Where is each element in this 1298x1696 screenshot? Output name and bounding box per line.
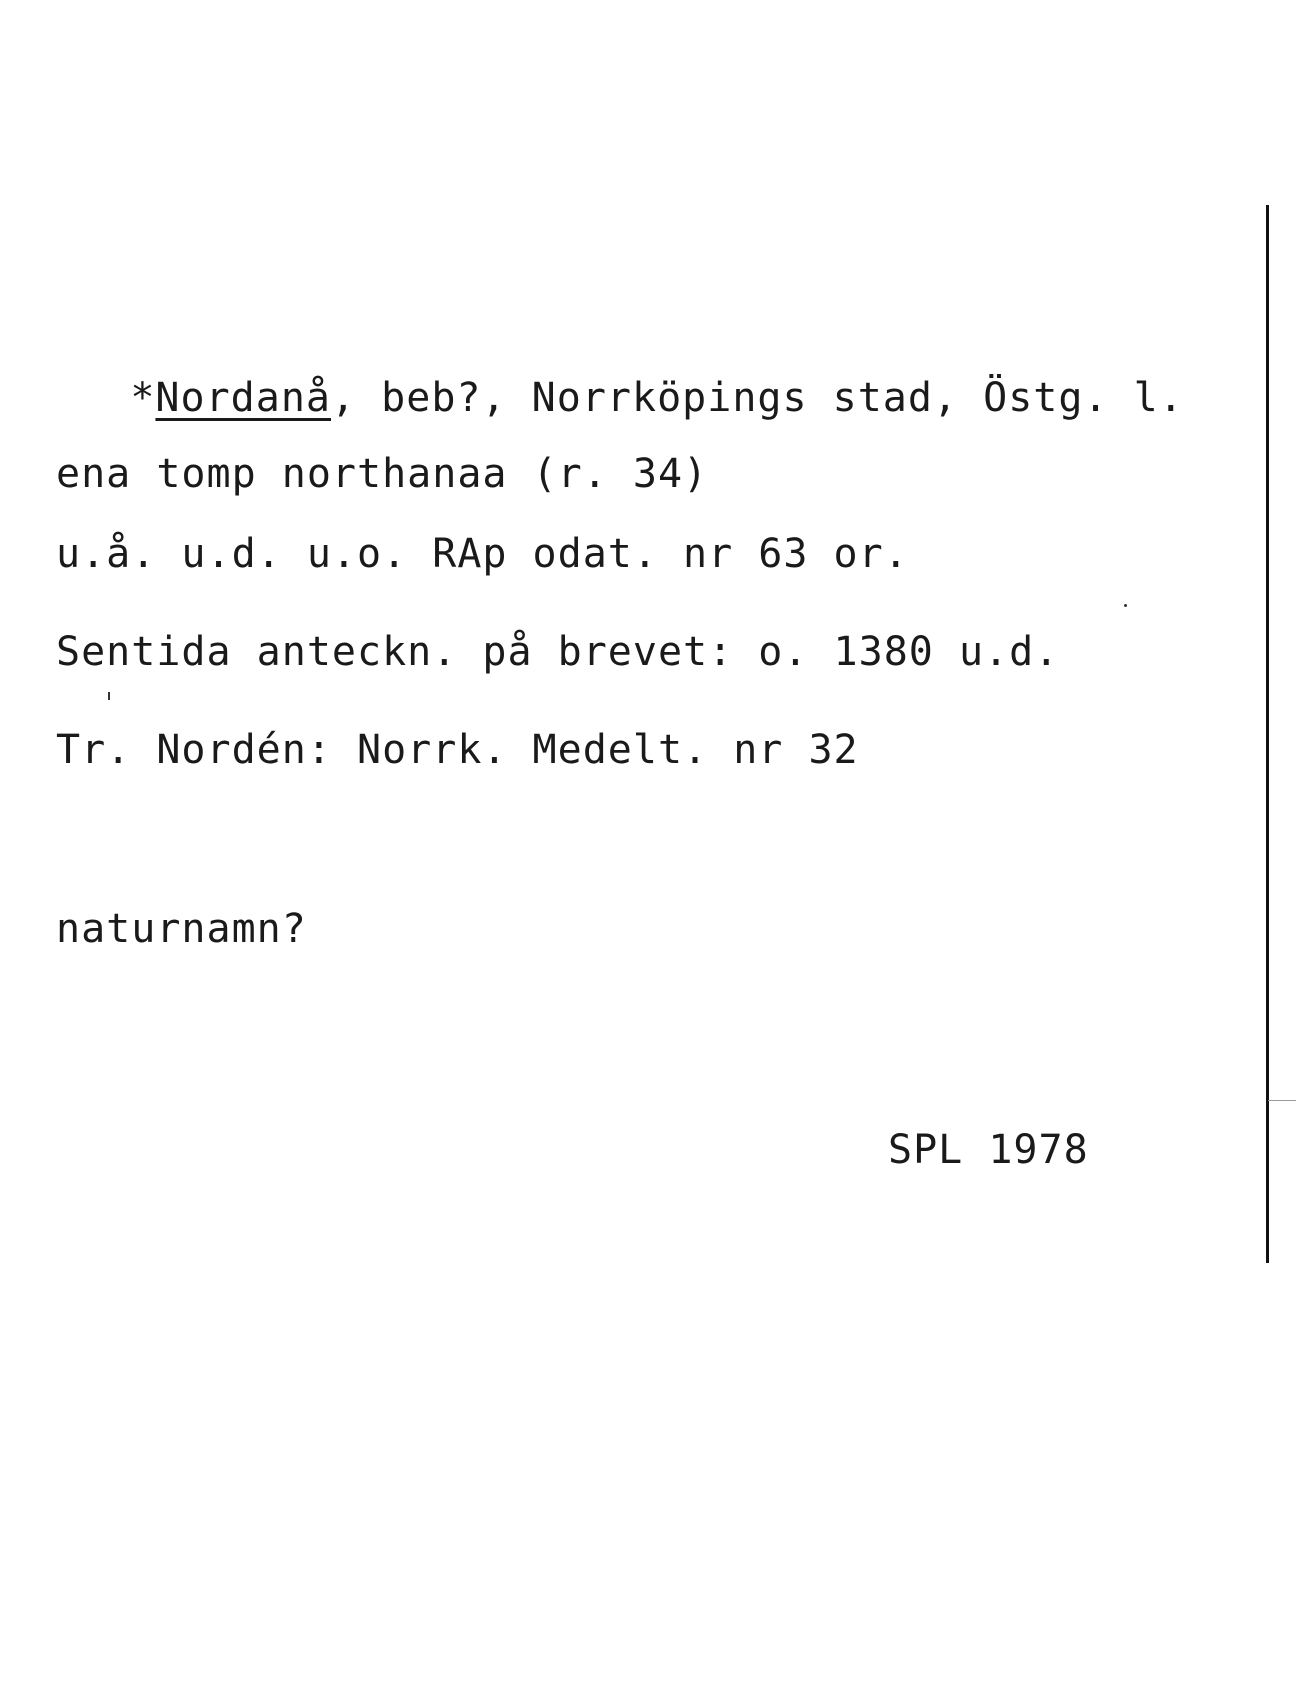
headword: Nordanå bbox=[155, 375, 331, 421]
card-edge-line bbox=[1266, 205, 1269, 1263]
text-line-1: ena tomp northanaa (r. 34) bbox=[56, 451, 709, 497]
edge-mark bbox=[1268, 1100, 1296, 1101]
dust-speck bbox=[108, 692, 110, 700]
heading-rest: , beb?, Norrköpings stad, Östg. l. bbox=[331, 375, 1184, 421]
heading-marker: * bbox=[130, 375, 156, 421]
text-line-4: Tr. Nordén: Norrk. Medelt. nr 32 bbox=[56, 727, 859, 773]
dust-speck bbox=[1124, 604, 1127, 607]
text-line-2: u.å. u.d. u.o. RAp odat. nr 63 or. bbox=[56, 531, 909, 577]
heading-line bbox=[30, 326, 1184, 470]
signature: SPL 1978 bbox=[888, 1127, 1089, 1173]
text-line-3: Sentida anteckn. på brevet: o. 1380 u.d. bbox=[56, 629, 1060, 675]
text-line-5: naturnamn? bbox=[56, 906, 307, 952]
